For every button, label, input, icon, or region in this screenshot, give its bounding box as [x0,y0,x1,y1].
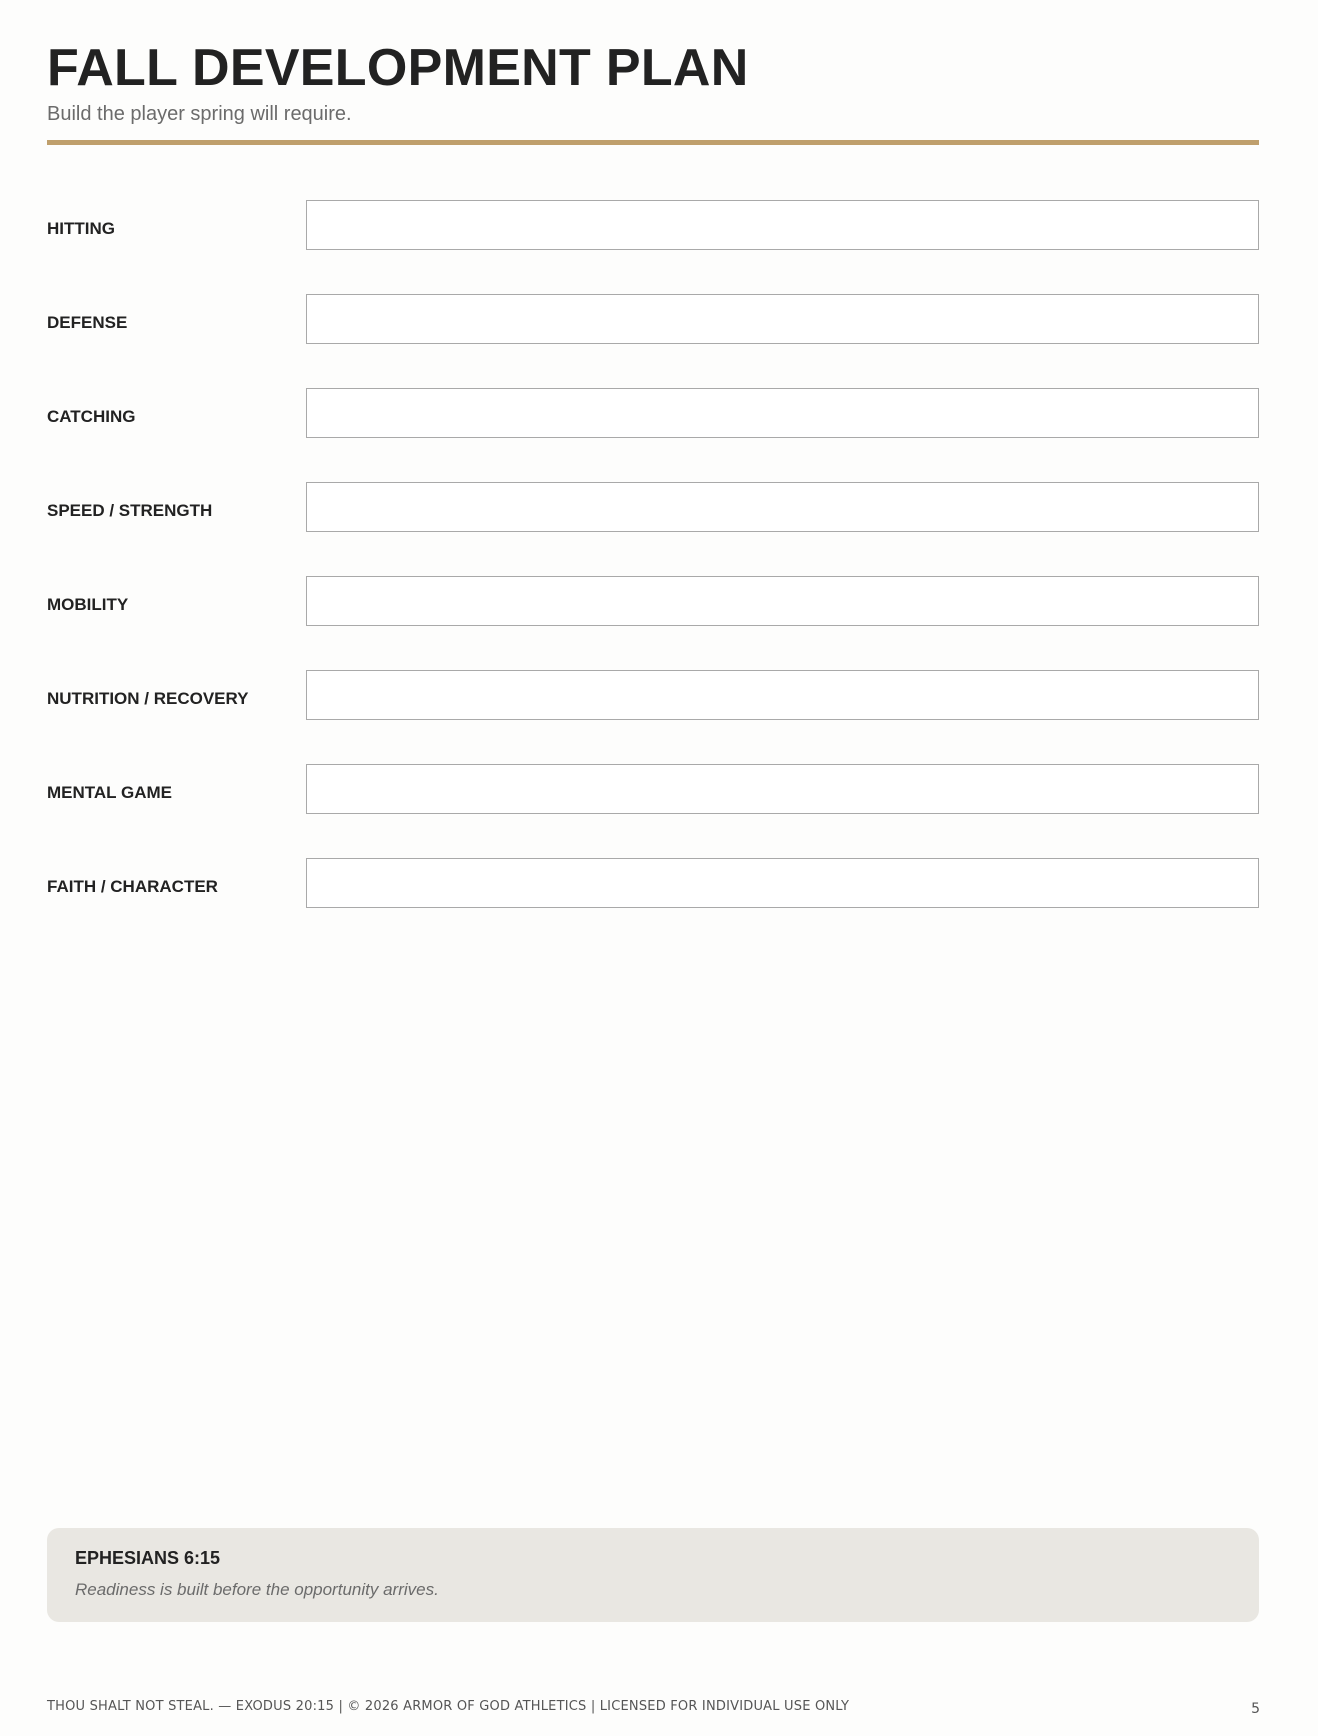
field-row-faith-character [47,858,1259,908]
field-input-hitting[interactable] [306,200,1259,250]
scripture-note: Readiness is built before the opportunity arrives. [75,1580,439,1599]
field-row-defense [47,294,1259,344]
field-input-catching[interactable] [306,388,1259,438]
field-label-speed-strength: SPEED / STRENGTH [47,501,213,520]
field-row-nutrition-recovery [47,670,1259,720]
field-row-mental-game [47,764,1259,814]
page-title: FALL DEVELOPMENT PLAN [47,39,749,97]
field-input-mobility[interactable] [306,576,1259,626]
page-number: 5 [1251,1701,1260,1717]
field-label-mental-game: MENTAL GAME [47,783,172,802]
scripture-reference: EPHESIANS 6:15 [75,1548,221,1568]
scripture-callout [47,1528,1259,1622]
field-label-hitting: HITTING [47,219,115,238]
field-label-faith-character: FAITH / CHARACTER [47,877,218,896]
field-label-nutrition-recovery: NUTRITION / RECOVERY [47,689,249,708]
field-input-nutrition-recovery[interactable] [306,670,1259,720]
field-row-catching [47,388,1259,438]
field-input-mental-game[interactable] [306,764,1259,814]
footer-license-text: THOU SHALT NOT STEAL. — EXODUS 20:15 | © 2026 ARMOR OF GOD ATHLETICS | LICENSED FOR INDIVIDUAL USE ONLY [47,1699,850,1714]
header-divider [47,140,1259,145]
field-label-catching: CATCHING [47,407,136,426]
page-subtitle: Build the player spring will require. [47,103,352,125]
field-row-hitting [47,200,1259,250]
field-input-faith-character[interactable] [306,858,1259,908]
field-input-speed-strength[interactable] [306,482,1259,532]
field-input-defense[interactable] [306,294,1259,344]
field-label-defense: DEFENSE [47,313,128,332]
field-label-mobility: MOBILITY [47,595,129,614]
field-row-speed-strength [47,482,1259,532]
field-row-mobility [47,576,1259,626]
